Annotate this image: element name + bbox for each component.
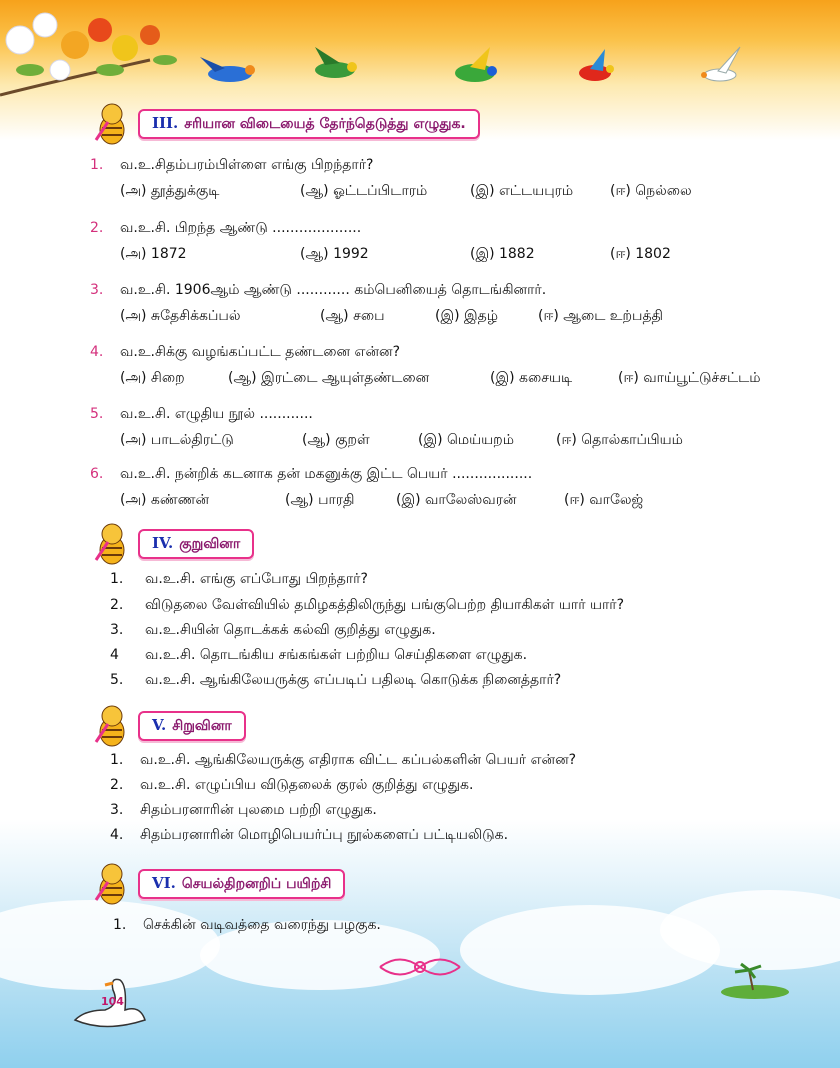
option-d: (ஈ) 1802 <box>610 246 671 262</box>
bird-icon <box>300 45 370 90</box>
question-text: வ.உ.சி. எழுதிய நூல் ............ <box>120 406 313 422</box>
option-c: (இ) 1882 <box>470 246 535 262</box>
section-title <box>138 109 480 139</box>
option-d: (ஈ) ஆடை உற்பத்தி <box>538 308 664 324</box>
question-text: வ.உ.சி. 1906ஆம் ஆண்டு ............ கம்பெனியைத் தொடங்கினார். <box>120 282 547 298</box>
option-a: (அ) சிறை <box>120 370 185 386</box>
section-title-text: சரியான விடையைத் தேர்ந்தெடுத்து எழுதுக. <box>184 116 466 132</box>
question-text: வ.உ.சிக்கு வழங்கப்பட்ட தண்டனை என்ன? <box>120 344 401 360</box>
option-d: (ஈ) வாலேஜ் <box>564 492 644 508</box>
section-title-text: சிறுவினா <box>172 718 232 734</box>
bird-icon <box>440 45 510 95</box>
option-d: (ஈ) தொல்காப்பியம் <box>556 432 683 448</box>
question-number: 6. <box>90 466 104 482</box>
question-number: 3. <box>90 282 104 298</box>
item-text: வ.உ.சி. எங்கு எப்போது பிறந்தார்? <box>145 571 368 587</box>
option-a: (அ) 1872 <box>120 246 187 262</box>
section-title <box>138 711 246 741</box>
question-text: வ.உ.சி. நன்றிக் கடனாக தன் மகனுக்கு இட்ட பெயர் .................. <box>120 466 533 482</box>
question-number: 5. <box>90 406 104 422</box>
item-number: 2. <box>110 597 124 613</box>
option-c: (இ) வாலேஸ்வரன் <box>396 492 517 508</box>
ornament-icon <box>375 952 465 982</box>
item-number: 4. <box>110 827 124 843</box>
item-text: வ.உ.சி. ஆங்கிலேயருக்கு எப்படிப் பதிலடி கொடுக்க நினைத்தார்? <box>145 672 562 688</box>
question-text: வ.உ.சிதம்பரம்பிள்ளை எங்கு பிறந்தார்? <box>120 157 374 173</box>
bird-icon <box>690 45 750 90</box>
option-a: (அ) தூத்துக்குடி <box>120 183 220 199</box>
option-d: (ஈ) வாய்பூட்டுச்சட்டம் <box>618 370 761 386</box>
option-b: (ஆ) குறள் <box>302 432 370 448</box>
option-a: (அ) சுதேசிக்கப்பல் <box>120 308 241 324</box>
item-number: 2. <box>110 777 124 793</box>
option-a: (அ) கண்ணன் <box>120 492 210 508</box>
bee-icon <box>90 860 132 908</box>
flower-branch-decoration <box>0 0 190 110</box>
item-text: வ.உ.சி. தொடங்கிய சங்கங்கள் பற்றிய செய்திகளை எழுதுக. <box>145 647 528 663</box>
item-number: 4 <box>110 647 119 663</box>
question-text: வ.உ.சி. பிறந்த ஆண்டு .................... <box>120 220 362 236</box>
island-icon <box>715 960 795 1000</box>
item-number: 3. <box>110 802 124 818</box>
section-title-text: குறுவினா <box>179 536 241 552</box>
question-number: 1. <box>90 157 104 173</box>
item-text: வ.உ.சியின் தொடக்கக் கல்வி குறித்து எழுதுக. <box>145 622 436 638</box>
section-5-header <box>90 702 246 750</box>
section-6-header <box>90 860 345 908</box>
option-b: (ஆ) இரட்டை ஆயுள்தண்டனை <box>228 370 430 386</box>
option-b: (ஆ) ஓட்டப்பிடாரம் <box>300 183 428 199</box>
question-number: 4. <box>90 344 104 360</box>
section-title <box>138 869 345 899</box>
section-4-header <box>90 520 254 568</box>
bee-icon <box>90 702 132 750</box>
section-number: III. <box>152 114 179 132</box>
option-d: (ஈ) நெல்லை <box>610 183 692 199</box>
option-b: (ஆ) 1992 <box>300 246 369 262</box>
item-number: 1. <box>110 571 124 587</box>
option-c: (இ) இதழ் <box>435 308 498 324</box>
item-text: விடுதலை வேள்வியில் தமிழகத்திலிருந்து பங்குபெற்ற தியாகிகள் யார் யார்? <box>145 597 625 613</box>
bee-icon <box>90 520 132 568</box>
item-number: 3. <box>110 622 124 638</box>
item-text: செக்கின் வடிவத்தை வரைந்து பழகுக. <box>143 917 381 933</box>
page-number: 104 <box>101 995 124 1008</box>
bird-icon <box>195 52 265 92</box>
bee-icon <box>90 100 132 148</box>
question-number: 2. <box>90 220 104 236</box>
section-title <box>138 529 254 559</box>
option-b: (ஆ) பாரதி <box>285 492 355 508</box>
option-b: (ஆ) சபை <box>320 308 385 324</box>
section-3-header <box>90 100 480 148</box>
option-c: (இ) கசையடி <box>490 370 573 386</box>
option-a: (அ) பாடல்திரட்டு <box>120 432 234 448</box>
item-text: சிதம்பரனாரின் மொழிபெயர்ப்பு நூல்களைப் பட்டியலிடுக. <box>140 827 509 843</box>
section-number: IV. <box>152 534 174 552</box>
bird-icon <box>565 45 625 90</box>
item-text: வ.உ.சி. எழுப்பிய விடுதலைக் குரல் குறித்து எழுதுக. <box>140 777 474 793</box>
option-c: (இ) மெய்யறம் <box>418 432 514 448</box>
section-number: VI. <box>152 874 176 892</box>
item-text: சிதம்பரனாரின் புலமை பற்றி எழுதுக. <box>140 802 377 818</box>
section-number: V. <box>152 716 167 734</box>
option-c: (இ) எட்டயபுரம் <box>470 183 574 199</box>
item-number: 1. <box>113 917 127 933</box>
item-number: 1. <box>110 752 124 768</box>
item-number: 5. <box>110 672 124 688</box>
item-text: வ.உ.சி. ஆங்கிலேயருக்கு எதிராக விட்ட கப்பல்களின் பெயர் என்ன? <box>140 752 577 768</box>
section-title-text: செயல்திறனறிப் பயிற்சி <box>181 876 332 892</box>
